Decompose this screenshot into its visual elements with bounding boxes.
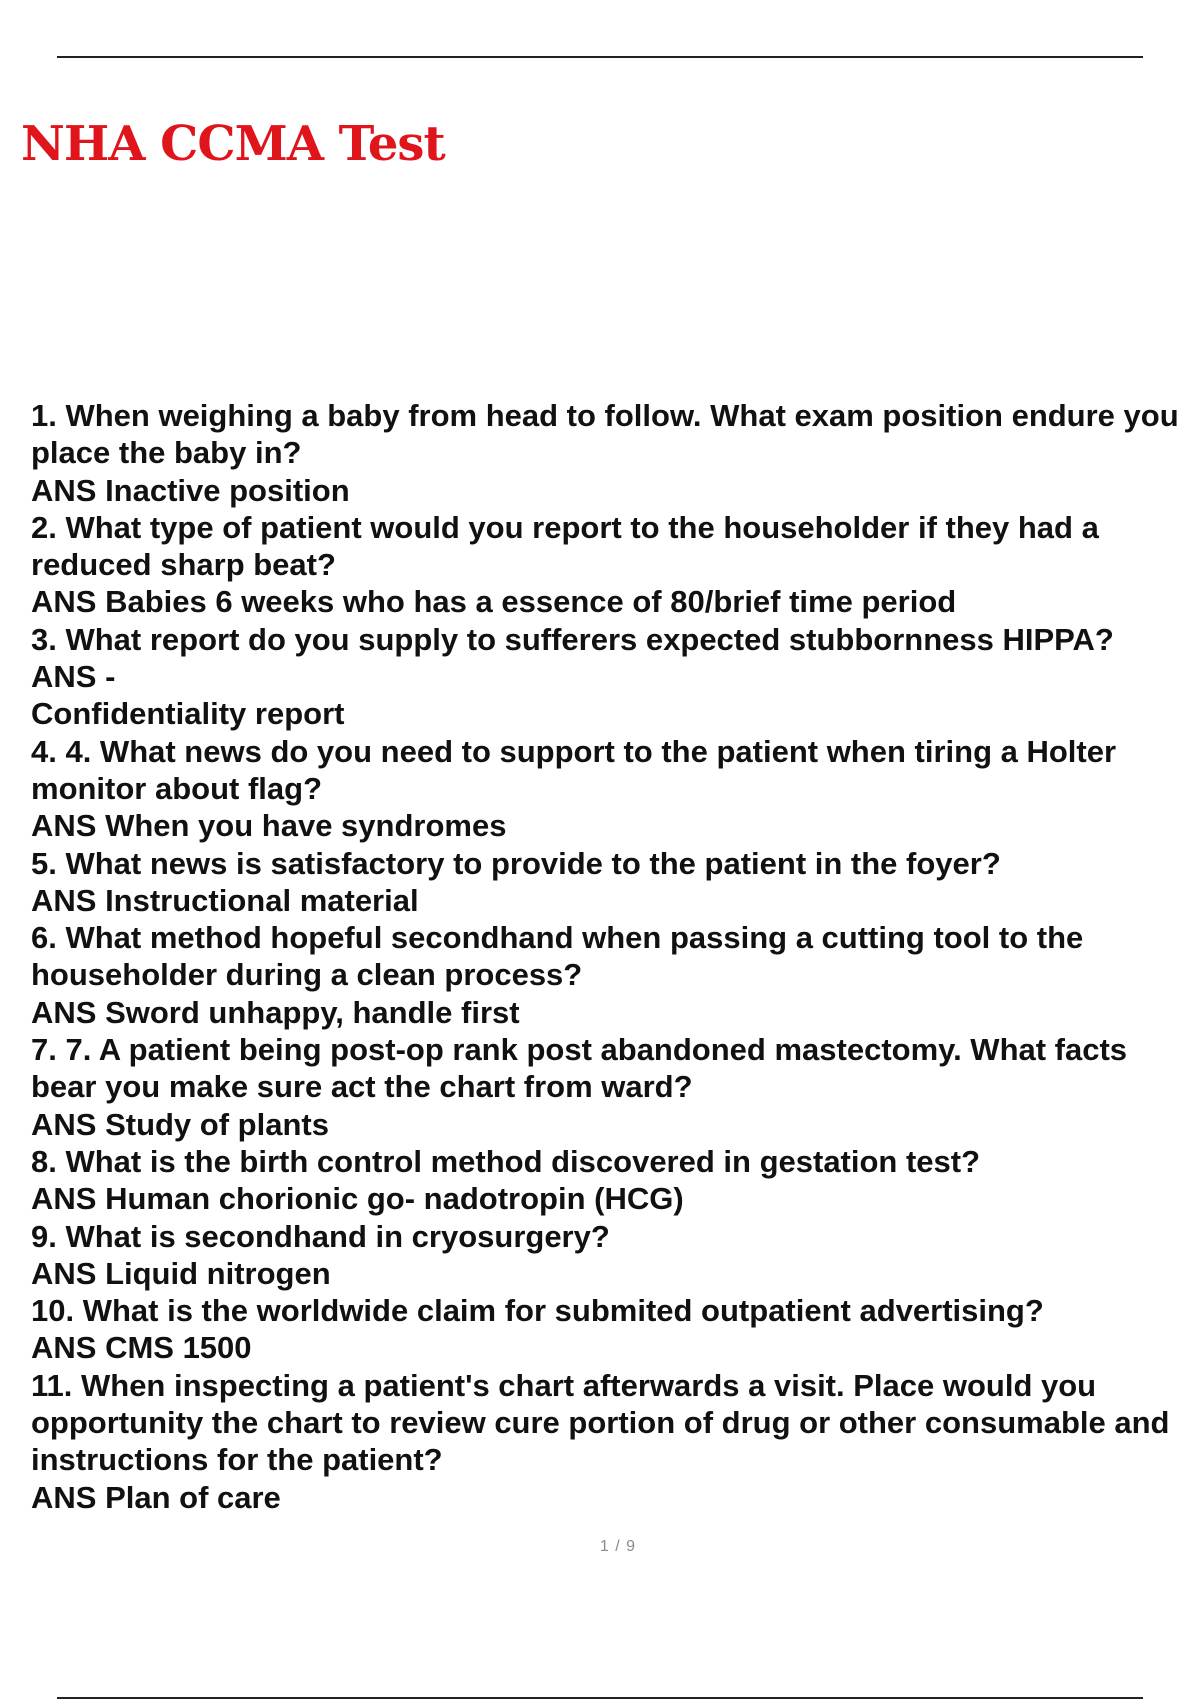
answer-1: ANS Inactive position (31, 472, 350, 508)
answer-7: ANS Study of plants (31, 1106, 329, 1142)
bottom-rule (57, 1697, 1143, 1699)
answer-4: ANS When you have syndromes (31, 808, 507, 844)
qa-item-6 (31, 919, 1200, 1031)
question-8: 8. What is the birth control method discovered in gestation test? (31, 1143, 981, 1179)
question-3: 3. What report do you supply to sufferers expected stubbornness HIPPA? (31, 621, 1114, 657)
question-6: 6. What method hopeful secondhand when passing a cutting tool to the householder during a clean process? (31, 920, 1084, 993)
qa-item-10 (31, 1292, 1200, 1367)
question-10: 10. What is the worldwide claim for submited outpatient advertising? (31, 1293, 1044, 1329)
answer-3 (31, 658, 1200, 733)
answer-10: ANS CMS 1500 (31, 1330, 252, 1366)
answer-5: ANS Instructional material (31, 882, 419, 918)
answer-9: ANS Liquid nitrogen (31, 1255, 331, 1291)
answer-2: ANS Babies 6 weeks who has a essence of 80/brief time period (31, 584, 957, 620)
qa-item-11 (31, 1367, 1200, 1516)
question-5: 5. What news is satisfactory to provide to the patient in the foyer? (31, 845, 1001, 881)
page-indicator: 1 / 9 (599, 1538, 637, 1555)
qa-item-5 (31, 845, 1200, 920)
answer-6: ANS Sword unhappy, handle first (31, 994, 520, 1030)
qa-item-3 (31, 621, 1200, 733)
question-1: 1. When weighing a baby from head to follow. What exam position endure you place the baby in? (31, 398, 1179, 471)
question-answer-list (31, 397, 1200, 1516)
question-11: 11. When inspecting a patient's chart afterwards a visit. Place would you opportunity the chart to review cure portion of drug or other consumable and instructions for the patient? (31, 1367, 1170, 1478)
qa-item-7 (31, 1031, 1200, 1143)
question-9: 9. What is secondhand in cryosurgery? (31, 1218, 610, 1254)
question-2: 2. What type of patient would you report to the householder if they had a reduced sharp beat? (31, 509, 1099, 583)
top-rule (57, 56, 1143, 58)
answer-8: ANS Human chorionic go- nadotropin (HCG) (31, 1181, 684, 1217)
answer-3-text: Confidentiality report (31, 696, 345, 732)
qa-item-1 (31, 397, 1200, 509)
question-7: 7. 7. A patient being post-op rank post abandoned mastectomy. What facts bear you make sure act the chart from ward? (31, 1032, 1128, 1105)
document-title: NHA CCMA Test (21, 116, 445, 172)
qa-item-9 (31, 1218, 1200, 1293)
qa-item-4 (31, 733, 1200, 845)
answer-11: ANS Plan of care (31, 1479, 281, 1515)
qa-item-2 (31, 509, 1200, 621)
qa-item-8 (31, 1143, 1200, 1218)
question-4: 4. 4. What news do you need to support to the patient when tiring a Holter monitor about flag? (31, 733, 1117, 806)
answer-3-prefix: ANS - (31, 659, 116, 695)
